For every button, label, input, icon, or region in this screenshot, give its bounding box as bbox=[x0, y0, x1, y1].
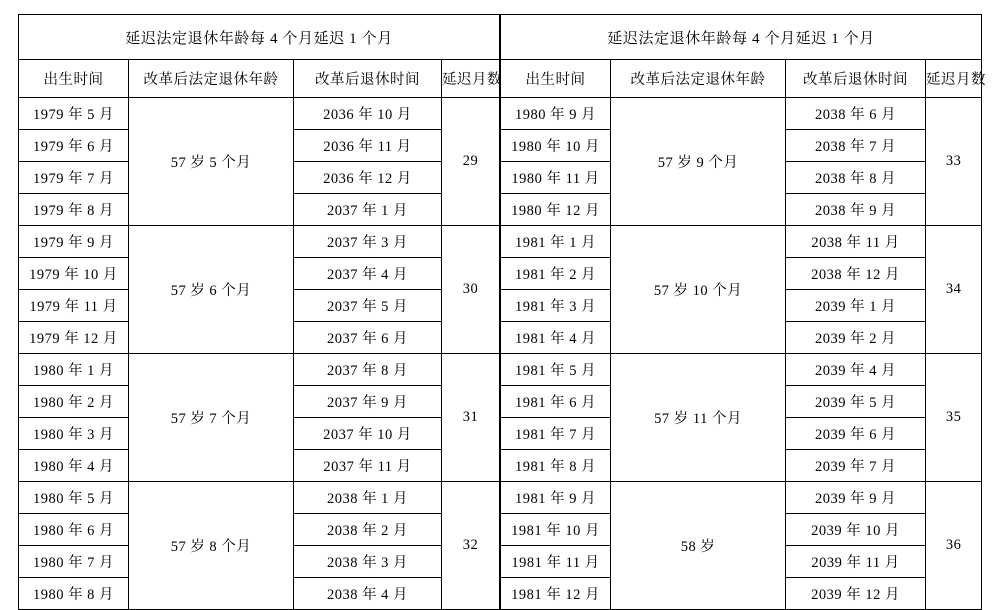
cell-retirement-time: 2039 年 2 月 bbox=[786, 322, 926, 354]
cell-delay-months: 33 bbox=[926, 98, 982, 226]
cell-birth: 1980 年 5 月 bbox=[19, 482, 129, 514]
cell-retirement-time: 2036 年 10 月 bbox=[294, 98, 442, 130]
table-title-row bbox=[501, 15, 982, 60]
column-header-retirement-age: 改革后法定退休年龄 bbox=[611, 60, 786, 98]
cell-retirement-age: 58 岁 bbox=[611, 482, 786, 610]
cell-retirement-time: 2039 年 12 月 bbox=[786, 578, 926, 610]
cell-birth: 1980 年 6 月 bbox=[19, 514, 129, 546]
cell-birth: 1980 年 9 月 bbox=[501, 98, 611, 130]
retirement-table-left bbox=[18, 14, 500, 610]
cell-birth: 1980 年 10 月 bbox=[501, 130, 611, 162]
cell-birth: 1981 年 10 月 bbox=[501, 514, 611, 546]
cell-birth: 1980 年 3 月 bbox=[19, 418, 129, 450]
cell-retirement-age: 57 岁 10 个月 bbox=[611, 226, 786, 354]
cell-retirement-time: 2038 年 6 月 bbox=[786, 98, 926, 130]
cell-retirement-time: 2038 年 4 月 bbox=[294, 578, 442, 610]
cell-retirement-time: 2038 年 1 月 bbox=[294, 482, 442, 514]
cell-retirement-time: 2036 年 12 月 bbox=[294, 162, 442, 194]
cell-birth: 1979 年 8 月 bbox=[19, 194, 129, 226]
table-row bbox=[501, 98, 982, 130]
table-row bbox=[501, 354, 982, 386]
cell-birth: 1981 年 11 月 bbox=[501, 546, 611, 578]
cell-birth: 1979 年 9 月 bbox=[19, 226, 129, 258]
cell-delay-months: 32 bbox=[442, 482, 500, 610]
cell-birth: 1980 年 1 月 bbox=[19, 354, 129, 386]
cell-retirement-time: 2037 年 8 月 bbox=[294, 354, 442, 386]
cell-retirement-time: 2039 年 6 月 bbox=[786, 418, 926, 450]
cell-retirement-age: 57 岁 5 个月 bbox=[129, 98, 294, 226]
cell-retirement-age: 57 岁 11 个月 bbox=[611, 354, 786, 482]
cell-birth: 1981 年 9 月 bbox=[501, 482, 611, 514]
table-header-row bbox=[501, 60, 982, 98]
cell-delay-months: 29 bbox=[442, 98, 500, 226]
cell-birth: 1981 年 6 月 bbox=[501, 386, 611, 418]
cell-birth: 1979 年 10 月 bbox=[19, 258, 129, 290]
cell-birth: 1980 年 8 月 bbox=[19, 578, 129, 610]
table-title: 延迟法定退休年龄每 4 个月延迟 1 个月 bbox=[501, 15, 982, 60]
cell-retirement-time: 2038 年 3 月 bbox=[294, 546, 442, 578]
cell-retirement-age: 57 岁 8 个月 bbox=[129, 482, 294, 610]
table-row bbox=[19, 354, 500, 386]
cell-birth: 1981 年 7 月 bbox=[501, 418, 611, 450]
cell-retirement-time: 2038 年 8 月 bbox=[786, 162, 926, 194]
cell-birth: 1981 年 12 月 bbox=[501, 578, 611, 610]
cell-retirement-age: 57 岁 9 个月 bbox=[611, 98, 786, 226]
cell-retirement-time: 2037 年 10 月 bbox=[294, 418, 442, 450]
table-row bbox=[19, 226, 500, 258]
cell-birth: 1981 年 4 月 bbox=[501, 322, 611, 354]
table-row bbox=[501, 226, 982, 258]
cell-retirement-time: 2039 年 5 月 bbox=[786, 386, 926, 418]
cell-retirement-time: 2037 年 9 月 bbox=[294, 386, 442, 418]
cell-birth: 1980 年 11 月 bbox=[501, 162, 611, 194]
cell-delay-months: 31 bbox=[442, 354, 500, 482]
cell-retirement-time: 2038 年 9 月 bbox=[786, 194, 926, 226]
cell-retirement-time: 2039 年 11 月 bbox=[786, 546, 926, 578]
column-header-birth: 出生时间 bbox=[501, 60, 611, 98]
cell-retirement-time: 2039 年 9 月 bbox=[786, 482, 926, 514]
cell-retirement-time: 2038 年 2 月 bbox=[294, 514, 442, 546]
cell-birth: 1980 年 7 月 bbox=[19, 546, 129, 578]
cell-retirement-time: 2036 年 11 月 bbox=[294, 130, 442, 162]
cell-birth: 1981 年 1 月 bbox=[501, 226, 611, 258]
cell-retirement-age: 57 岁 6 个月 bbox=[129, 226, 294, 354]
cell-birth: 1981 年 8 月 bbox=[501, 450, 611, 482]
table-header-row bbox=[19, 60, 500, 98]
column-header-retirement-age: 改革后法定退休年龄 bbox=[129, 60, 294, 98]
cell-retirement-time: 2037 年 3 月 bbox=[294, 226, 442, 258]
column-header-delay-months: 延迟月数 bbox=[442, 60, 500, 98]
cell-retirement-age: 57 岁 7 个月 bbox=[129, 354, 294, 482]
table-row bbox=[19, 98, 500, 130]
cell-retirement-time: 2038 年 11 月 bbox=[786, 226, 926, 258]
column-header-delay-months: 延迟月数 bbox=[926, 60, 982, 98]
cell-birth: 1980 年 2 月 bbox=[19, 386, 129, 418]
table-row bbox=[501, 482, 982, 514]
cell-delay-months: 36 bbox=[926, 482, 982, 610]
cell-birth: 1979 年 5 月 bbox=[19, 98, 129, 130]
cell-retirement-time: 2039 年 10 月 bbox=[786, 514, 926, 546]
table-title: 延迟法定退休年龄每 4 个月延迟 1 个月 bbox=[19, 15, 500, 60]
cell-birth: 1981 年 5 月 bbox=[501, 354, 611, 386]
table-title-row bbox=[19, 15, 500, 60]
cell-retirement-time: 2037 年 6 月 bbox=[294, 322, 442, 354]
cell-retirement-time: 2039 年 7 月 bbox=[786, 450, 926, 482]
cell-birth: 1979 年 7 月 bbox=[19, 162, 129, 194]
retirement-schedule-sheet bbox=[18, 14, 987, 603]
cell-delay-months: 35 bbox=[926, 354, 982, 482]
cell-delay-months: 30 bbox=[442, 226, 500, 354]
retirement-table-right bbox=[500, 14, 987, 610]
cell-retirement-time: 2039 年 4 月 bbox=[786, 354, 926, 386]
cell-retirement-time: 2037 年 1 月 bbox=[294, 194, 442, 226]
cell-retirement-time: 2037 年 4 月 bbox=[294, 258, 442, 290]
cell-birth: 1980 年 4 月 bbox=[19, 450, 129, 482]
cell-birth: 1979 年 11 月 bbox=[19, 290, 129, 322]
cell-retirement-time: 2037 年 5 月 bbox=[294, 290, 442, 322]
cell-retirement-time: 2037 年 11 月 bbox=[294, 450, 442, 482]
cell-birth: 1981 年 2 月 bbox=[501, 258, 611, 290]
column-header-birth: 出生时间 bbox=[19, 60, 129, 98]
column-header-retirement-time: 改革后退休时间 bbox=[786, 60, 926, 98]
cell-birth: 1979 年 6 月 bbox=[19, 130, 129, 162]
table-row bbox=[19, 482, 500, 514]
cell-retirement-time: 2038 年 12 月 bbox=[786, 258, 926, 290]
cell-birth: 1979 年 12 月 bbox=[19, 322, 129, 354]
cell-birth: 1981 年 3 月 bbox=[501, 290, 611, 322]
cell-retirement-time: 2038 年 7 月 bbox=[786, 130, 926, 162]
cell-retirement-time: 2039 年 1 月 bbox=[786, 290, 926, 322]
column-header-retirement-time: 改革后退休时间 bbox=[294, 60, 442, 98]
cell-birth: 1980 年 12 月 bbox=[501, 194, 611, 226]
cell-delay-months: 34 bbox=[926, 226, 982, 354]
